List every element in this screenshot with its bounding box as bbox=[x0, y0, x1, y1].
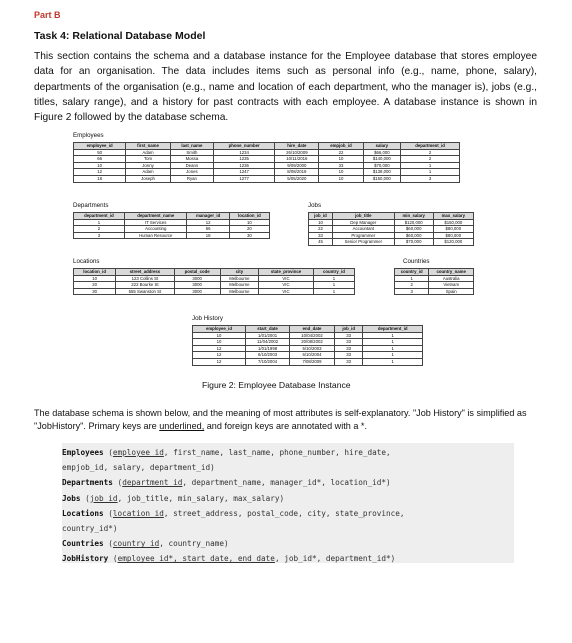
schema-departments-name: Departments bbox=[62, 478, 113, 488]
column-header: start_date bbox=[245, 326, 289, 333]
column-header: country_name bbox=[429, 269, 474, 276]
job-history-label: Job History bbox=[192, 315, 223, 322]
column-header: location_id bbox=[74, 269, 116, 276]
table-cell: 33 bbox=[334, 332, 363, 339]
table-cell: $80,000 bbox=[433, 232, 473, 239]
column-header: min_salary bbox=[394, 213, 433, 220]
column-header: end_date bbox=[290, 326, 335, 333]
table-cell: Senior Programmer bbox=[332, 239, 394, 246]
schema-note-text: The database schema is shown below, and the meaning of most attributes is self-explanatory. "Job History" is simplified as "JobHistory". Primary keys are bbox=[34, 408, 527, 432]
column-header: manager_id bbox=[187, 213, 229, 220]
table-row bbox=[309, 232, 474, 239]
table-cell: 3 bbox=[74, 232, 125, 239]
employees-label: Employees bbox=[73, 132, 104, 139]
schema-jobhistory-pk: employee_id*, start_date, end_date bbox=[117, 554, 275, 564]
table-cell: 3 bbox=[395, 288, 429, 295]
table-cell: 8/08/2019 bbox=[275, 169, 319, 176]
column-header: empjob_id bbox=[319, 143, 363, 150]
table-cell: 1 bbox=[363, 332, 423, 339]
table-cell: 22 bbox=[309, 226, 333, 233]
schema-jobs-rest: , job_title, min_salary, max_salary) bbox=[117, 493, 285, 503]
table-cell: 12 bbox=[193, 358, 246, 365]
table-row bbox=[74, 275, 355, 282]
schema-jobhistory-name: JobHistory bbox=[62, 554, 109, 564]
table-row bbox=[74, 162, 460, 169]
column-header: salary bbox=[363, 143, 401, 150]
table-cell: $150,000 bbox=[433, 219, 473, 226]
table-cell: 66 bbox=[74, 156, 126, 163]
schema-employees-name: Employees bbox=[62, 448, 104, 457]
schema-departments-pk: department_id bbox=[122, 478, 183, 488]
table-cell: 33 bbox=[319, 162, 363, 169]
table-cell: $150,000 bbox=[363, 175, 401, 182]
table-cell: 6/10/2003 bbox=[245, 352, 289, 359]
table-cell: 10 bbox=[193, 332, 246, 339]
table-cell: $60,000 bbox=[394, 232, 433, 239]
schema-jobs-pk: job_id bbox=[89, 493, 118, 503]
table-cell: 1 bbox=[363, 358, 423, 365]
column-header: employee_id bbox=[74, 143, 126, 150]
table-cell: Adam bbox=[126, 169, 171, 176]
employees-table bbox=[73, 142, 460, 183]
table-cell: $120,000 bbox=[394, 219, 433, 226]
table-cell: Ryan bbox=[170, 175, 213, 182]
column-header: phone_number bbox=[214, 143, 275, 150]
table-header-row bbox=[193, 326, 423, 333]
table-cell: Smith bbox=[170, 149, 213, 156]
table-cell: Tom bbox=[126, 156, 171, 163]
table-cell: 1234 bbox=[214, 149, 275, 156]
table-cell: 33 bbox=[334, 358, 363, 365]
column-header: postal_code bbox=[174, 269, 220, 276]
column-header: last_name bbox=[170, 143, 213, 150]
table-cell: Human Resource bbox=[124, 232, 187, 239]
column-header: country_id bbox=[313, 269, 354, 276]
table-cell: 26/10/2009 bbox=[275, 149, 319, 156]
table-cell: 45 bbox=[309, 239, 333, 246]
table-cell: 1/01/1998 bbox=[245, 345, 289, 352]
schema-countries-rest: , country_name) bbox=[159, 539, 229, 549]
table-cell: 1 bbox=[313, 288, 354, 295]
table-cell: 33 bbox=[334, 345, 363, 352]
table-cell: Mossa bbox=[170, 156, 213, 163]
schema-jobs-name: Jobs bbox=[62, 493, 81, 503]
table-row bbox=[193, 339, 423, 346]
table-cell: 1 bbox=[395, 275, 429, 282]
table-cell: Melbourne bbox=[220, 288, 258, 295]
table-cell: 3000 bbox=[174, 288, 220, 295]
table-cell: 18 bbox=[187, 232, 229, 239]
column-header: hire_date bbox=[275, 143, 319, 150]
departments-table bbox=[73, 212, 270, 239]
table-row bbox=[74, 288, 355, 295]
figure-caption: Figure 2: Employee Database Instance bbox=[202, 380, 351, 390]
table-cell: 20 bbox=[229, 226, 269, 233]
table-cell: Accountant bbox=[332, 226, 394, 233]
table-cell: 1 bbox=[363, 352, 423, 359]
table-cell: 5/05/2020 bbox=[275, 175, 319, 182]
schema-countries-pk: country_id bbox=[112, 539, 160, 549]
column-header: state_province bbox=[259, 269, 314, 276]
countries-table bbox=[394, 268, 474, 295]
table-row bbox=[395, 288, 474, 295]
schema-locations-rest: , street_address, postal_code, city, state_province, bbox=[163, 508, 405, 518]
table-row bbox=[309, 239, 474, 246]
table-row bbox=[395, 275, 474, 282]
table-cell: 50 bbox=[74, 149, 126, 156]
column-header: department_name bbox=[124, 213, 187, 220]
column-header: street_address bbox=[116, 269, 174, 276]
table-cell: Jones bbox=[170, 169, 213, 176]
table-cell: 222 Bourke St bbox=[116, 282, 174, 289]
table-row bbox=[74, 226, 270, 233]
table-cell: Joseph bbox=[126, 175, 171, 182]
column-header: department_id bbox=[401, 143, 460, 150]
table-cell: 12 bbox=[193, 345, 246, 352]
table-row bbox=[193, 352, 423, 359]
table-row bbox=[309, 226, 474, 233]
column-header: job_title bbox=[332, 213, 394, 220]
table-cell: VIC bbox=[259, 282, 314, 289]
table-cell: 10 bbox=[309, 219, 333, 226]
schema-departments-rest: , department_name, manager_id*, location_id*) bbox=[182, 478, 391, 488]
table-cell: Melbourne bbox=[220, 282, 258, 289]
table-header-row bbox=[309, 213, 474, 220]
table-row bbox=[74, 175, 460, 182]
jobs-label: Jobs bbox=[308, 202, 322, 209]
table-cell: 10 bbox=[193, 339, 246, 346]
table-cell: 3 bbox=[401, 175, 460, 182]
countries-label: Countries bbox=[403, 258, 430, 265]
table-cell: 1/01/2001 bbox=[245, 332, 289, 339]
table-cell: $120,000 bbox=[433, 239, 473, 246]
table-cell: Programmer bbox=[332, 232, 394, 239]
intro-paragraph: This section contains the schema and a database instance for the Employee database that stores employee data for an organisation. The data includes items such as personal info (e.g., name, phone, salary), departments of the organisation (e.g., name and location of each department, who the manager is), jobs (e.g., titles, salary range), and a history for past contracts with each employee. A database instance is shown in Figure 2 followed by the database schema. bbox=[34, 51, 537, 124]
table-cell: Vietnam bbox=[429, 282, 474, 289]
table-cell: 6/10/2004 bbox=[290, 352, 335, 359]
table-cell: 2 bbox=[395, 282, 429, 289]
table-header-row bbox=[74, 213, 270, 220]
schema-locations-pk: location_id bbox=[112, 508, 164, 518]
table-cell: $66,000 bbox=[363, 149, 401, 156]
table-cell: 12 bbox=[187, 219, 229, 226]
table-cell: 30 bbox=[74, 288, 116, 295]
table-cell: Dep Manager bbox=[332, 219, 394, 226]
table-row bbox=[193, 358, 423, 365]
part-heading: Part B bbox=[34, 10, 61, 20]
table-cell: VIC bbox=[259, 275, 314, 282]
table-cell: 30 bbox=[229, 232, 269, 239]
table-row bbox=[74, 232, 270, 239]
table-cell: $140,000 bbox=[363, 156, 401, 163]
table-cell: 11/04/2002 bbox=[245, 339, 289, 346]
task-title: Task 4: Relational Database Model bbox=[34, 30, 206, 42]
table-cell: 2 bbox=[401, 149, 460, 156]
schema-note bbox=[34, 407, 537, 433]
column-header: employee_id bbox=[193, 326, 246, 333]
table-cell: Melbourne bbox=[220, 275, 258, 282]
jobs-table bbox=[308, 212, 474, 246]
table-cell: 1236 bbox=[214, 162, 275, 169]
table-cell: Spain bbox=[429, 288, 474, 295]
table-cell: VIC bbox=[259, 288, 314, 295]
table-header-row bbox=[74, 143, 460, 150]
column-header: city bbox=[220, 269, 258, 276]
table-cell: 123 Collins St bbox=[116, 275, 174, 282]
column-header: country_id bbox=[395, 269, 429, 276]
column-header: department_id bbox=[74, 213, 125, 220]
schema-code: Employees (employee_id, first_name, last_name, phone_number, hire_date, empjob_id, salary, department_id) Departments (department_id, department_name, manager_id*, location_id*) Jobs (job_id, job_title, min_salary, max_salary) Locations (location_id, street_address, postal_code, city, state_province, country_id*) Countries (country_id, country_name) JobHistory (employee_id*, start_date, end_date, job_id*, department_id*) bbox=[62, 448, 405, 564]
table-cell: Australia bbox=[429, 275, 474, 282]
table-row bbox=[309, 219, 474, 226]
table-cell: 1 bbox=[313, 275, 354, 282]
table-cell: 2 bbox=[401, 156, 460, 163]
table-cell: 1247 bbox=[214, 169, 275, 176]
table-cell: 9/09/2000 bbox=[275, 162, 319, 169]
table-cell: 1 bbox=[401, 169, 460, 176]
table-cell: Jonny bbox=[126, 162, 171, 169]
table-cell: Accounting bbox=[124, 226, 187, 233]
table-cell: 1235 bbox=[214, 156, 275, 163]
column-header: location_id bbox=[229, 213, 269, 220]
table-cell: $70,000 bbox=[394, 239, 433, 246]
schema-locations-rest-2: country_id*) bbox=[62, 524, 118, 534]
table-cell: $80,000 bbox=[433, 226, 473, 233]
column-header: max_salary bbox=[433, 213, 473, 220]
table-cell: 1 bbox=[74, 219, 125, 226]
table-cell: Deans bbox=[170, 162, 213, 169]
table-cell: 10 bbox=[319, 169, 363, 176]
table-cell: 10 bbox=[74, 275, 116, 282]
table-row bbox=[74, 149, 460, 156]
schema-employees-rest-2: empjob_id, salary, department_id) bbox=[62, 463, 215, 473]
locations-label: Locations bbox=[73, 258, 100, 265]
table-cell: 555 Swanston St bbox=[116, 288, 174, 295]
table-row bbox=[74, 282, 355, 289]
table-header-row bbox=[395, 269, 474, 276]
table-header-row bbox=[74, 269, 355, 276]
table-cell: 18 bbox=[74, 175, 126, 182]
table-cell: 3000 bbox=[174, 282, 220, 289]
schema-note-text-end: and foreign keys are annotated with a *. bbox=[204, 421, 368, 432]
table-cell: 1 bbox=[313, 282, 354, 289]
column-header: department_id bbox=[363, 326, 423, 333]
table-cell: 12 bbox=[193, 352, 246, 359]
table-cell: 1277 bbox=[214, 175, 275, 182]
table-cell: 20/08/2002 bbox=[290, 339, 335, 346]
table-row bbox=[395, 282, 474, 289]
table-cell: $60,000 bbox=[394, 226, 433, 233]
table-cell: 5/10/2003 bbox=[290, 345, 335, 352]
table-cell: 10 bbox=[74, 162, 126, 169]
column-header: job_id bbox=[334, 326, 363, 333]
table-cell: 12 bbox=[74, 169, 126, 176]
schema-jobhistory-rest: , job_id*, department_id*) bbox=[274, 554, 396, 564]
table-cell: 66 bbox=[187, 226, 229, 233]
schema-box bbox=[62, 443, 514, 563]
table-cell: 10 bbox=[229, 219, 269, 226]
table-cell: $70,000 bbox=[363, 162, 401, 169]
departments-label: Departments bbox=[73, 202, 109, 209]
table-row bbox=[74, 156, 460, 163]
table-cell: 22 bbox=[319, 149, 363, 156]
table-cell: 33 bbox=[334, 339, 363, 346]
table-cell: $138,000 bbox=[363, 169, 401, 176]
schema-locations-name: Locations bbox=[62, 508, 104, 518]
table-cell: 10 bbox=[319, 156, 363, 163]
table-cell: 7/10/2004 bbox=[245, 358, 289, 365]
underlined-word: underlined, bbox=[159, 421, 205, 432]
locations-table bbox=[73, 268, 355, 295]
column-header: first_name bbox=[126, 143, 171, 150]
column-header: job_id bbox=[309, 213, 333, 220]
table-row bbox=[193, 332, 423, 339]
table-cell: 33 bbox=[309, 232, 333, 239]
table-cell: 10/11/2016 bbox=[275, 156, 319, 163]
table-cell: 1 bbox=[363, 339, 423, 346]
table-row bbox=[193, 345, 423, 352]
table-row bbox=[74, 219, 270, 226]
table-cell: IT Services bbox=[124, 219, 187, 226]
job-history-table bbox=[192, 325, 423, 366]
table-cell: Adam bbox=[126, 149, 171, 156]
table-cell: 7/08/2009 bbox=[290, 358, 335, 365]
table-cell: 20 bbox=[74, 282, 116, 289]
table-cell: 10/04/2002 bbox=[290, 332, 335, 339]
table-cell: 10 bbox=[319, 175, 363, 182]
table-cell: 33 bbox=[334, 352, 363, 359]
table-cell: 2 bbox=[74, 226, 125, 233]
table-cell: 1 bbox=[363, 345, 423, 352]
table-cell: 3000 bbox=[174, 275, 220, 282]
table-cell: 1 bbox=[401, 162, 460, 169]
schema-countries-name: Countries bbox=[62, 539, 104, 549]
table-row bbox=[74, 169, 460, 176]
schema-employees-pk: employee_id bbox=[112, 448, 164, 457]
schema-employees-rest: , first_name, last_name, phone_number, hire_date, bbox=[163, 448, 391, 457]
